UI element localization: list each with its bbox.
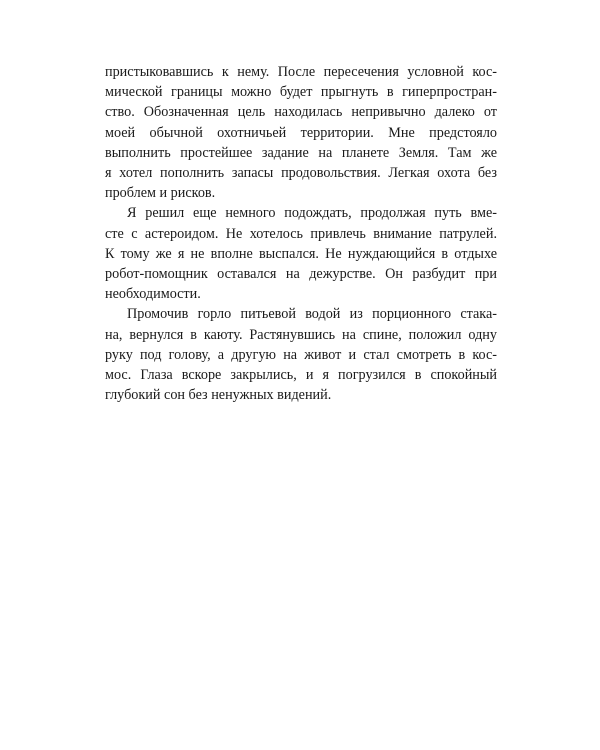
paragraph-2 bbox=[105, 203, 497, 304]
text-line: выполнить простейшее задание на планете Земля. Там же bbox=[105, 144, 497, 161]
text-line: мос. Глаза вскоре закрылись, и я погрузился в спокойный bbox=[105, 367, 497, 384]
text-line: на, вернулся в каюту. Растянувшись на спине, положил одну bbox=[105, 326, 497, 343]
text-line: пристыковавшись к нему. После пересечения условной кос- bbox=[105, 64, 497, 80]
text-line: ство. Обозначенная цель находилась непривычно далеко от bbox=[105, 104, 497, 121]
text-line: мической границы можно будет прыгнуть в гиперпростран- bbox=[105, 84, 497, 101]
text-line: я хотел пополнить запасы продовольствия. Легкая охота без bbox=[105, 165, 497, 182]
text-line: руку под голову, а другую на живот и стал смотреть в кос- bbox=[105, 346, 497, 363]
text-line: необходимости. bbox=[105, 286, 201, 303]
text-line: проблем и рисков. bbox=[105, 185, 216, 202]
text-line: робот-помощник оставался на дежурстве. Он разбудит при bbox=[105, 266, 497, 283]
text-line: сте с астероидом. Не хотелось привлечь внимание патрулей. bbox=[105, 225, 497, 242]
text-line: Промочив горло питьевой водой из порционного стака- bbox=[127, 306, 497, 323]
paragraph-3 bbox=[105, 304, 497, 405]
text-line: глубокий сон без ненужных видений. bbox=[105, 387, 332, 404]
paragraph-1 bbox=[105, 62, 497, 203]
text-line: моей обычной охотничьей территории. Мне предстояло bbox=[105, 124, 497, 141]
text-line: Я решил еще немного подождать, продолжая путь вме- bbox=[127, 205, 497, 222]
text-line: К тому же я не вполне выспался. Не нуждающийся в отдыхе bbox=[105, 245, 497, 262]
body-text bbox=[105, 62, 497, 405]
